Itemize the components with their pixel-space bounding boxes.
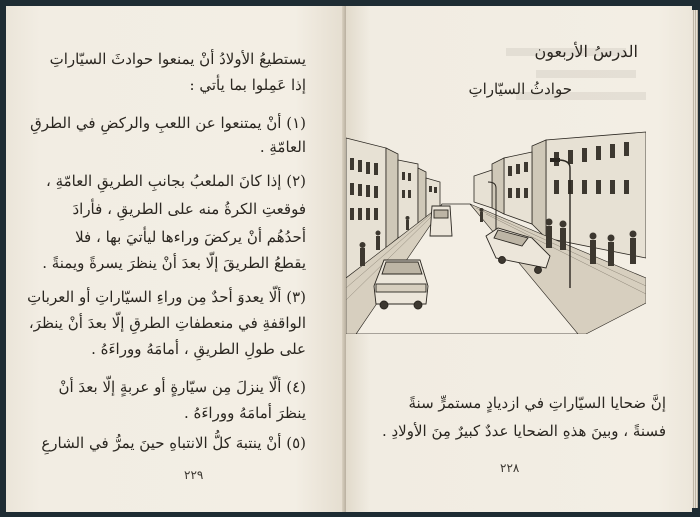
left-text-line: العامّةِ .	[259, 138, 306, 156]
caption-text-line: فسنةً ، وبينَ هذهِ الضحايا عددٌ كبيرٌ مِنَ الأولادِ .	[381, 422, 666, 440]
left-text-line: فوقعتِ الكرةُ منه على الطريقِ ، فأرادَ	[72, 200, 306, 218]
left-text-line: (١) أنْ يمتنعوا عن اللعبِ والركضِ في الطرقِ	[30, 114, 306, 132]
lesson-subtitle: حوادثُ السيّاراتِ	[468, 80, 572, 98]
left-text-line: يقطعُ الطريقَ إلّا بعدَ أنْ ينظرَ يسرةً ويمنةً .	[42, 254, 306, 272]
left-text-line: (٢) إذا كانَ الملعبُ بجانبِ الطريقِ العامّةِ ،	[45, 172, 306, 190]
right-page	[346, 6, 692, 512]
left-text-line: (٤) ألّا ينزلَ مِن سيّارةٍ أو عربةٍ إلّا بعدَ أنْ	[58, 378, 306, 396]
left-text-line: يستطيعُ الأولادُ أنْ يمنعوا حوادثَ السيّاراتِ	[49, 50, 306, 68]
left-text-line: إذا عَمِلوا بما يأتي :	[189, 76, 306, 94]
left-text-line: على طولِ الطريقِ ، أمامَهُ ووراءَهُ .	[91, 340, 306, 358]
left-text-line: (٣) ألّا يعدوَ أحدٌ مِن وراءِ السيّاراتِ أو العرباتِ	[27, 288, 306, 306]
left-text-line: ينظرَ أمامَهُ ووراءَهُ .	[183, 404, 306, 422]
left-text-line: الواقفةِ في منعطفاتِ الطرقِ إلّا بعدَ أنْ ينظرَ،	[28, 314, 306, 332]
page-edges	[692, 10, 698, 508]
left-text-line: أحدُهُم أنْ يركضَ وراءها ليأتيَ بها ، فلا	[75, 228, 306, 246]
left-text-line: (٥) أنْ ينتبهَ كلُّ الانتباهِ حينَ يمرُّ في الشارعِ	[41, 434, 306, 452]
caption-text-line: إنَّ ضحايا السيّاراتِ في ازديادٍ مستمرٍّ سنةً	[408, 394, 666, 412]
right-page-number: ٢٢٨	[500, 461, 520, 475]
street-scene-illustration	[346, 128, 646, 334]
lesson-title: الدرسُ الأربعون	[534, 42, 638, 61]
open-book	[6, 6, 696, 512]
left-page-number: ٢٢٩	[184, 468, 204, 482]
left-page	[6, 6, 346, 512]
